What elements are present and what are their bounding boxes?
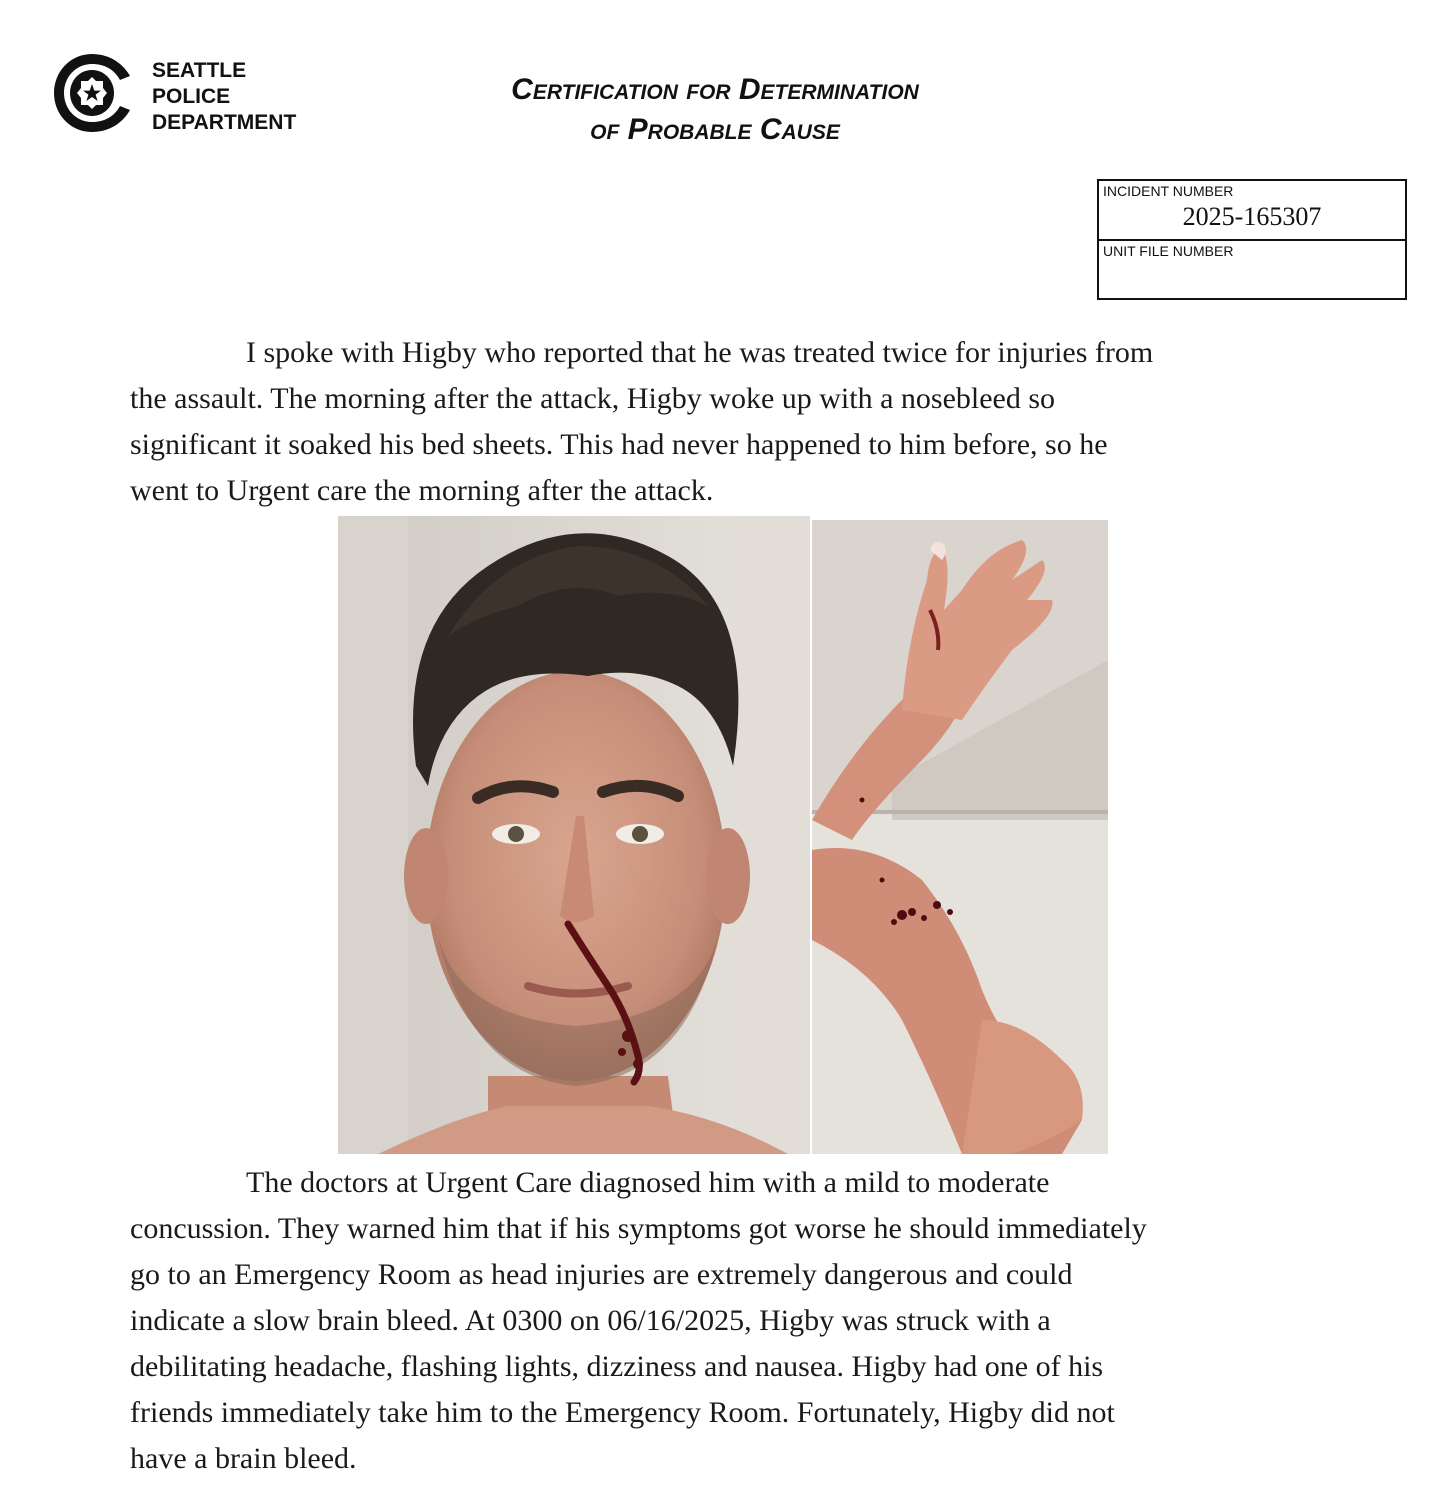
incident-id-box [1097, 179, 1407, 300]
department-line-2: POLICE [152, 85, 231, 108]
paragraph-2-line: concussion. They warned him that if his symptoms got worse he should immediately [130, 1212, 1147, 1245]
paragraph-2-line: The doctors at Urgent Care diagnosed him with a mild to moderate [246, 1166, 1050, 1199]
incident-number-value: 2025-165307 [1182, 202, 1322, 231]
paragraph-1 [130, 330, 1320, 514]
paragraph-2 [130, 1160, 1320, 1482]
face-injury-photo [338, 516, 810, 1154]
paragraph-2-line: have a brain bleed. [130, 1442, 357, 1475]
arm-hand-injury-photo [812, 520, 1108, 1154]
department-line-3: DEPARTMENT [152, 111, 297, 134]
unit-file-number-label: UNIT FILE NUMBER [1103, 243, 1234, 259]
paragraph-1-line: I spoke with Higby who reported that he was treated twice for injuries from [246, 336, 1154, 369]
paragraph-2-line: go to an Emergency Room as head injuries are extremely dangerous and could [130, 1258, 1073, 1291]
department-line-1: SEATTLE [152, 59, 247, 82]
incident-number-label: INCIDENT NUMBER [1103, 183, 1234, 199]
paragraph-2-line: friends immediately take him to the Emergency Room. Fortunately, Higby did not [130, 1396, 1115, 1429]
paragraph-1-line: significant it soaked his bed sheets. This had never happened to him before, so he [130, 428, 1108, 461]
department-name [152, 58, 296, 136]
unit-file-number-row [1099, 241, 1405, 301]
paragraph-1-line: the assault. The morning after the attack, Higby woke up with a nosebleed so [130, 382, 1056, 415]
document-title-line-2: of Probable Cause [590, 113, 840, 146]
document-title-line-1: Certification for Determination [511, 73, 919, 106]
paragraph-2-line: indicate a slow brain bleed. At 0300 on 06/16/2025, Higby was struck with a [130, 1304, 1051, 1337]
paragraph-2-line: debilitating headache, flashing lights, dizziness and nausea. Higby had one of his [130, 1350, 1104, 1383]
incident-number-row [1099, 181, 1405, 241]
seattle-police-logo-icon [50, 50, 134, 136]
document-title [380, 70, 1050, 150]
badge-icon [50, 50, 134, 136]
paragraph-1-line: went to Urgent care the morning after the attack. [130, 474, 714, 507]
